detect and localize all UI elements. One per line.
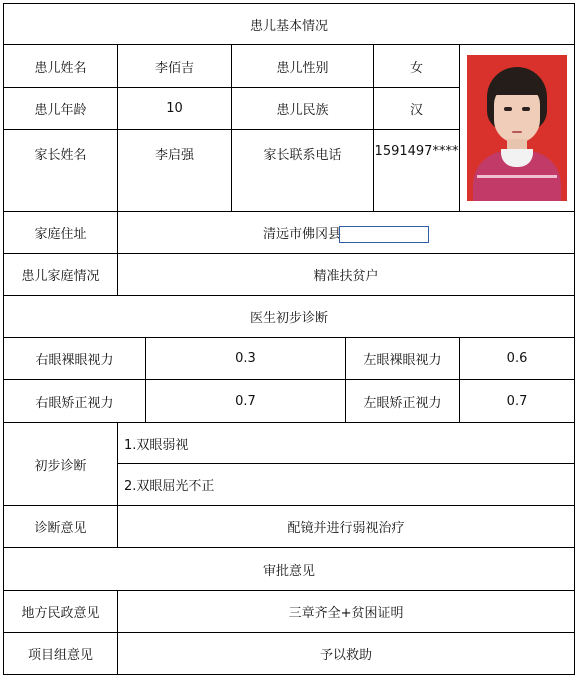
project-team-value: 予以救助 [118, 633, 575, 675]
diagnosis-opinion-value: 配镜并进行弱视治疗 [118, 506, 575, 548]
parent-phone-label: 家长联系电话 [232, 130, 374, 212]
patient-age-label: 患儿年龄 [4, 88, 118, 130]
patient-name-label: 患儿姓名 [4, 45, 118, 88]
section-title-diagnosis: 医生初步诊断 [4, 296, 575, 338]
project-team-label: 项目组意见 [4, 633, 118, 675]
patient-age-value: 10 [118, 88, 232, 130]
left-naked-vision-label: 左眼裸眼视力 [346, 338, 460, 380]
left-corrected-vision-label: 左眼矫正视力 [346, 380, 460, 423]
right-corrected-vision-value: 0.7 [146, 380, 346, 423]
diagnosis-item: 1.双眼弱视 [118, 423, 575, 464]
address-label: 家庭住址 [4, 212, 118, 254]
patient-ethnicity-label: 患儿民族 [232, 88, 374, 130]
patient-info-table [3, 3, 575, 675]
patient-gender-value: 女 [374, 45, 460, 88]
left-corrected-vision-value: 0.7 [460, 380, 575, 423]
parent-phone-value: 1591497**** [374, 130, 460, 212]
patient-photo [467, 55, 567, 201]
right-naked-vision-label: 右眼裸眼视力 [4, 338, 146, 380]
patient-name-value: 李佰吉 [118, 45, 232, 88]
address-redaction-box [339, 226, 429, 243]
patient-gender-label: 患儿性别 [232, 45, 374, 88]
photo-cell [460, 45, 575, 212]
family-status-label: 患儿家庭情况 [4, 254, 118, 296]
diagnosis-label: 初步诊断 [4, 423, 118, 506]
address-cell [118, 212, 575, 254]
section-title-approval: 审批意见 [4, 548, 575, 591]
parent-name-value: 李启强 [118, 130, 232, 212]
right-corrected-vision-label: 右眼矫正视力 [4, 380, 146, 423]
section-title-basic-info: 患儿基本情况 [4, 4, 575, 45]
parent-name-label: 家长姓名 [4, 130, 118, 212]
address-value: 清远市佛冈县 [263, 226, 342, 242]
civil-affairs-label: 地方民政意见 [4, 591, 118, 633]
diagnosis-item: 2.双眼屈光不正 [118, 464, 575, 506]
civil-affairs-value: 三章齐全+贫困证明 [118, 591, 575, 633]
patient-ethnicity-value: 汉 [374, 88, 460, 130]
family-status-value: 精准扶贫户 [118, 254, 575, 296]
right-naked-vision-value: 0.3 [146, 338, 346, 380]
diagnosis-opinion-label: 诊断意见 [4, 506, 118, 548]
left-naked-vision-value: 0.6 [460, 338, 575, 380]
